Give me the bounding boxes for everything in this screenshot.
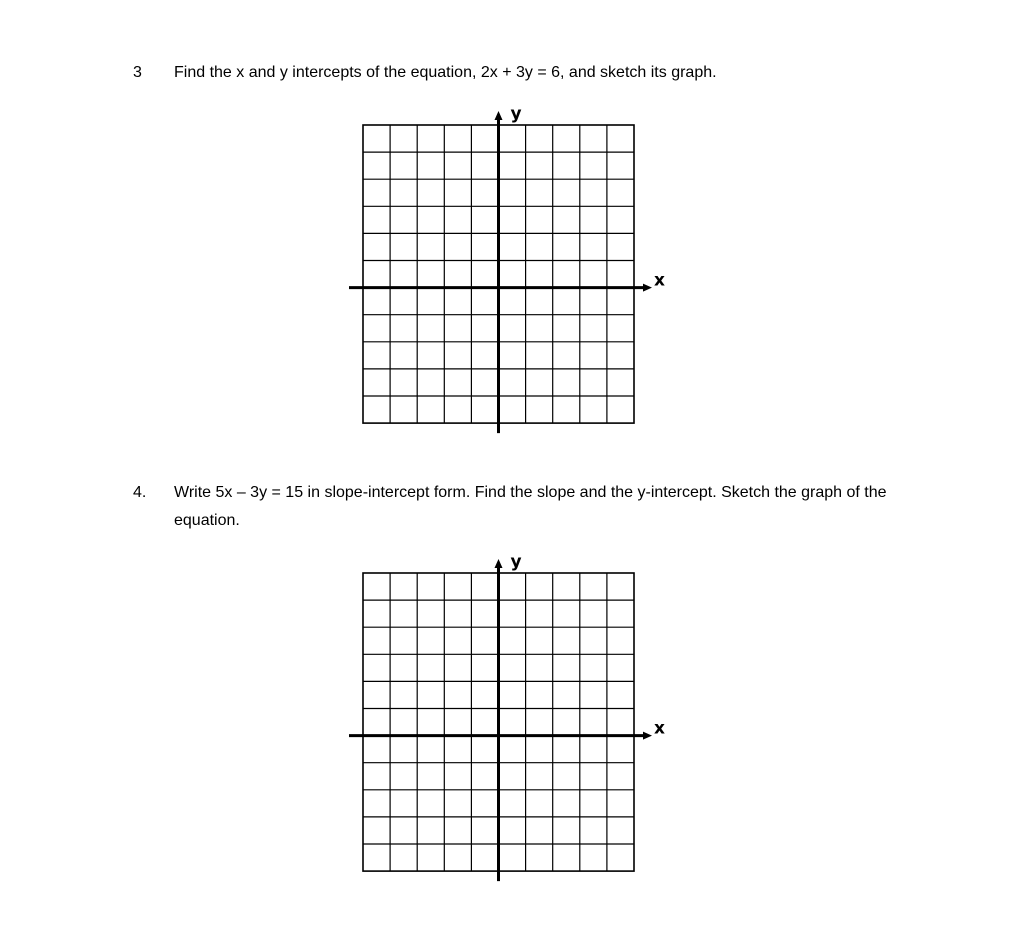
q3-y-axis-label: y [510, 104, 522, 124]
q4-y-axis-arrow [495, 559, 503, 568]
q3-y-axis-arrow [495, 111, 503, 120]
question-4-coordinate-grid [346, 549, 668, 883]
question-3-number: 3 [133, 64, 142, 81]
q3-x-axis-arrow [643, 284, 652, 292]
q4-x-axis-arrow [643, 732, 652, 740]
question-3-text: Find the x and y intercepts of the equation, 2x + 3y = 6, and sketch its graph. [174, 64, 717, 81]
question-4-number: 4. [133, 484, 147, 501]
q3-x-axis-label: x [654, 270, 665, 291]
question-4-text: Write 5x – 3y = 15 in slope-intercept form. Find the slope and the y-intercept. Sketch the graph of the equation. [174, 484, 887, 529]
q4-x-axis-label: x [654, 718, 665, 739]
q4-y-axis-label: y [510, 552, 522, 572]
question-3-coordinate-grid [346, 101, 668, 435]
